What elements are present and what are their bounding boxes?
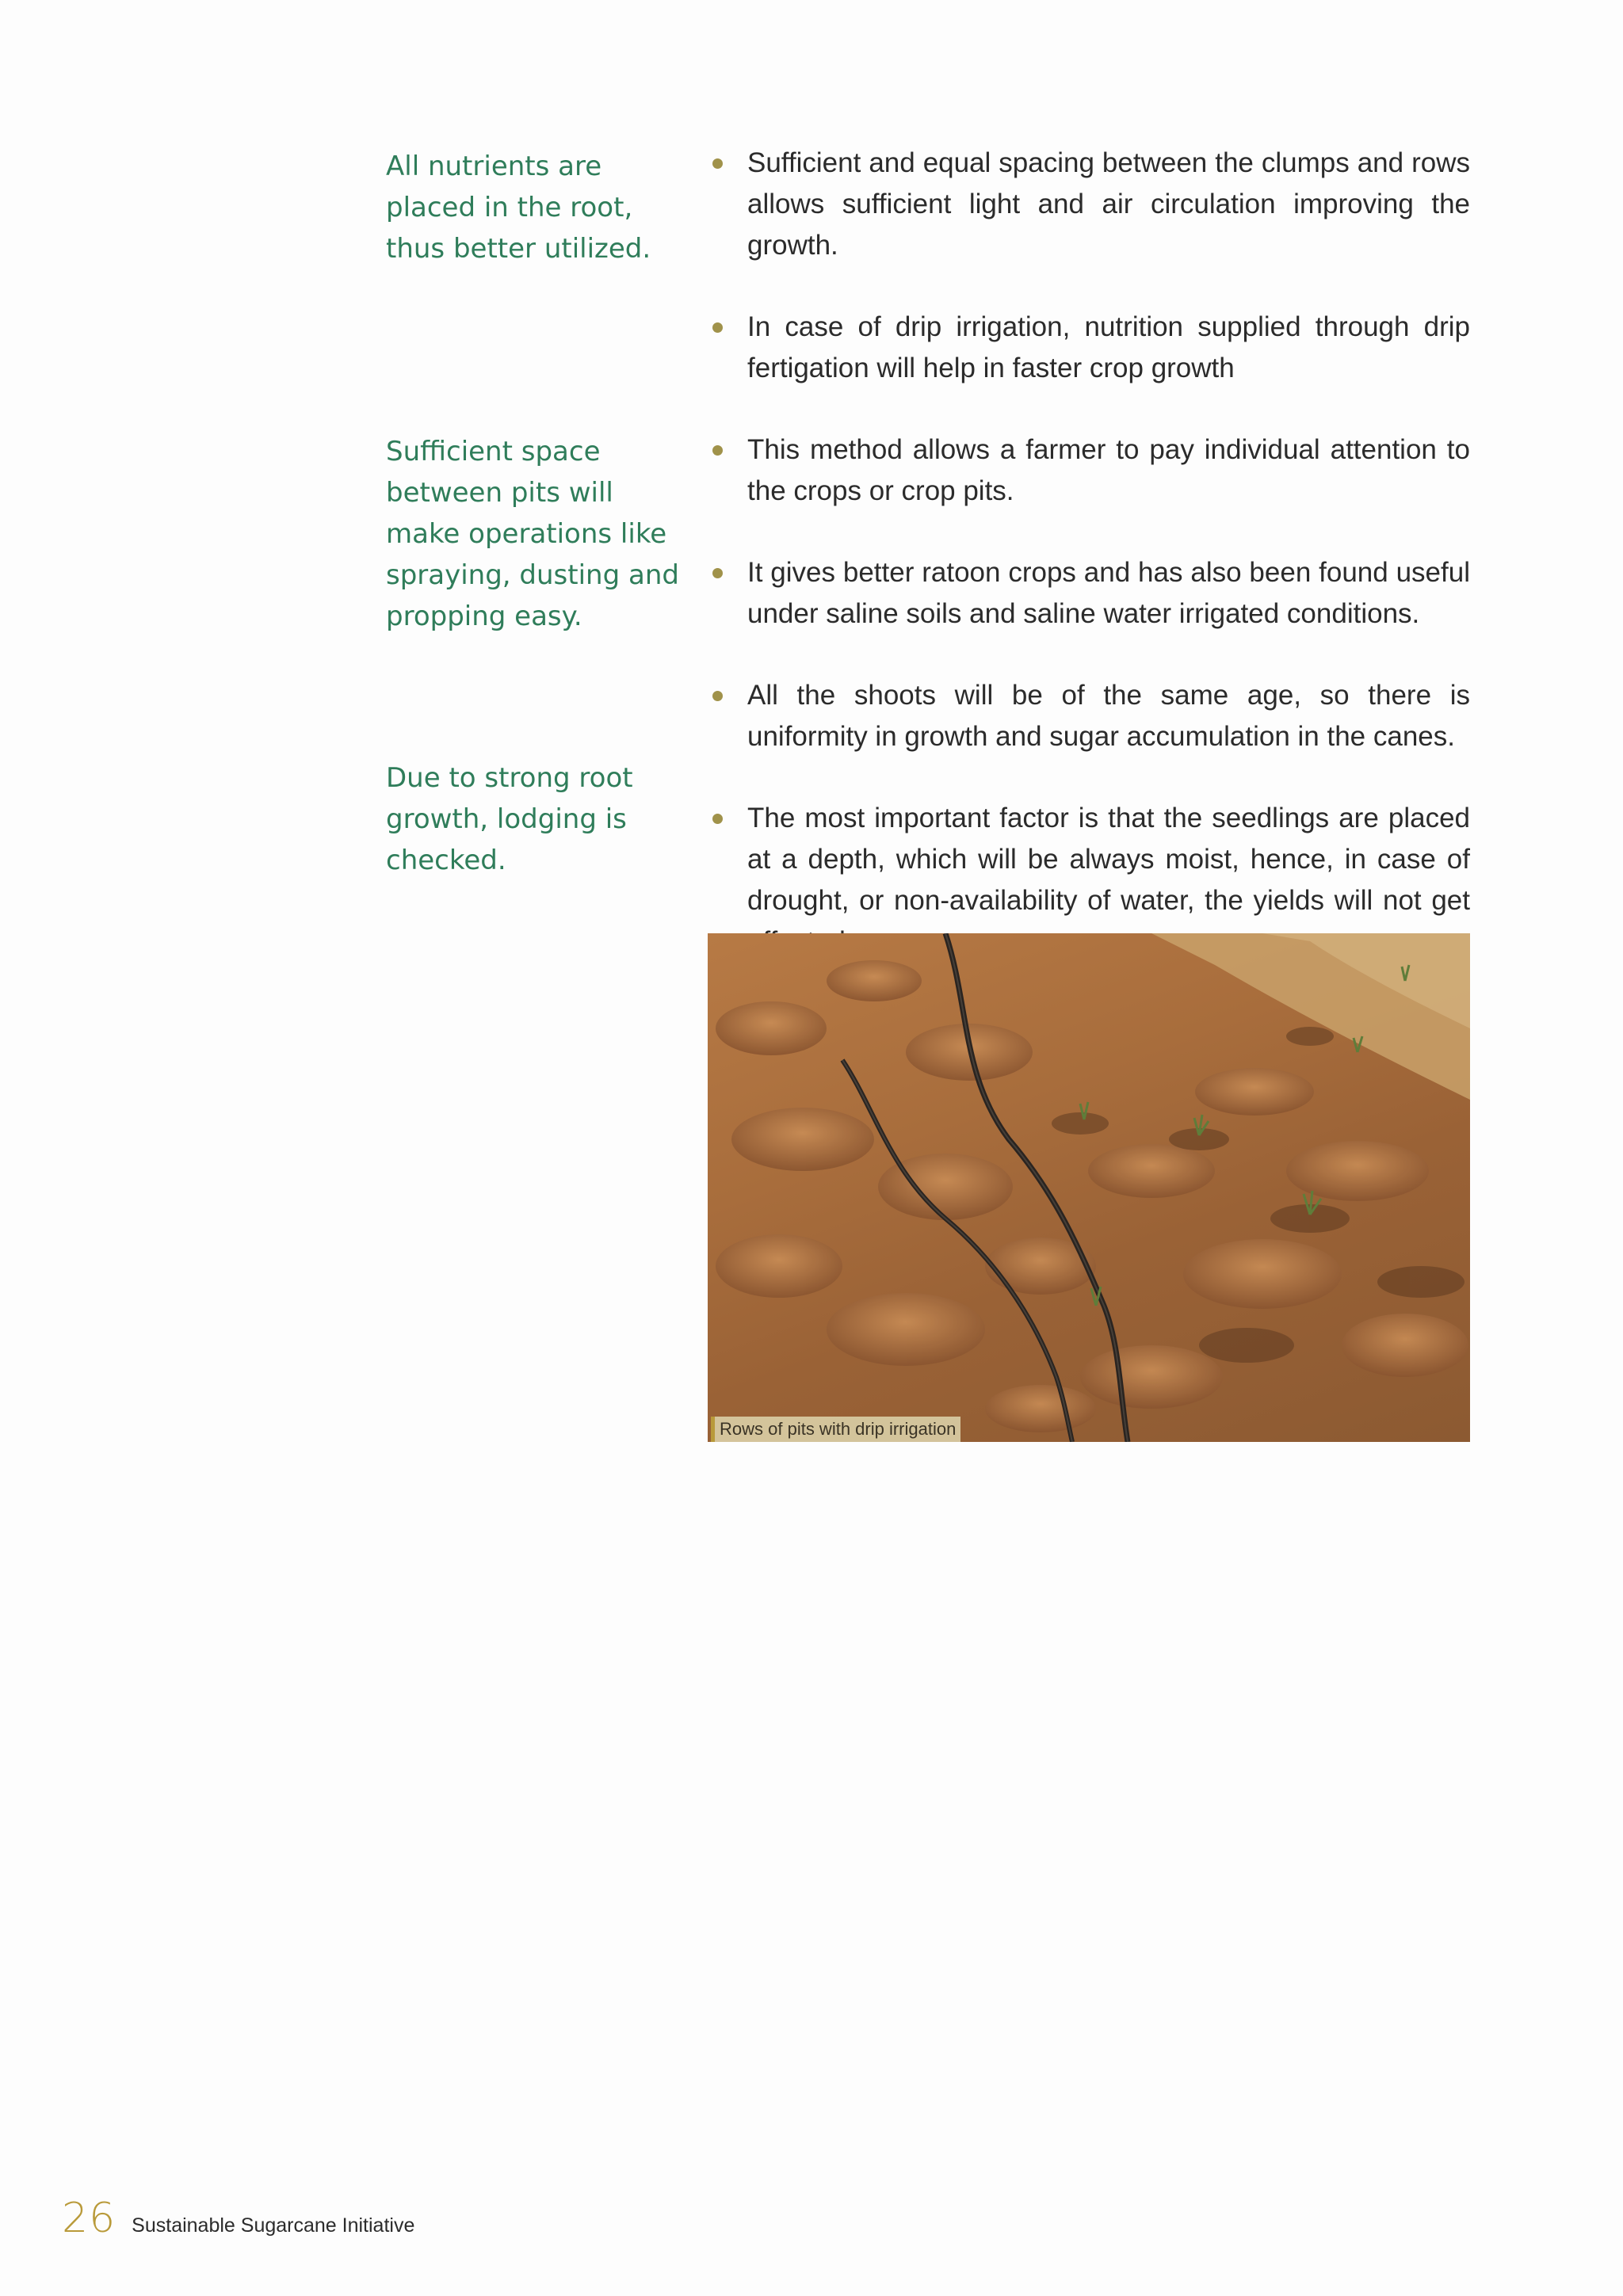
- side-note-nutrients: All nutrients are placed in the root, thus better utilized.: [386, 151, 651, 265]
- field-photo: [708, 933, 1470, 1442]
- publication-title: Sustainable Sugarcane Initiative: [132, 2214, 415, 2237]
- page-footer: [62, 2195, 414, 2242]
- list-item-text: The most important factor is that the seedlings are placed at a depth, which will be always moist, hence, in case of drought, or non-availability of water, the yields will not get: [747, 803, 1470, 916]
- bullet-dot-icon: [712, 322, 723, 333]
- list-item: [709, 675, 1470, 757]
- list-item-text: It gives better ratoon crops and has also been found useful under saline soils and saline water irrigated conditions.: [747, 557, 1470, 629]
- list-item-text: Sufficient and equal spacing between the clumps and rows allows sufficient light and air circulation improving the growth.: [747, 147, 1470, 261]
- bullet-dot-icon: [712, 445, 723, 456]
- bullet-dot-icon: [712, 691, 723, 701]
- side-note-lodging: Due to strong root growth, lodging is checked.: [386, 762, 633, 876]
- list-item-text: This method allows a farmer to pay individual attention to the crops or crop pits.: [747, 434, 1470, 506]
- benefits-list: [709, 143, 1470, 1003]
- list-item: [709, 429, 1470, 512]
- list-item-text: All the shoots will be of the same age, so there is uniformity in growth and sugar accumulation in the canes.: [747, 680, 1470, 752]
- list-item: [709, 307, 1470, 389]
- bullet-dot-icon: [712, 568, 723, 578]
- list-item: [709, 143, 1470, 266]
- list-item-text: In case of drip irrigation, nutrition supplied through drip fertigation will help in faster crop growth: [747, 311, 1470, 383]
- list-item: [709, 552, 1470, 635]
- field-photo-illustration: [708, 933, 1470, 1442]
- side-note-space: Sufficient space between pits will make operations like spraying, dusting and propping easy.: [386, 436, 679, 632]
- bullet-dot-icon: [712, 814, 723, 824]
- bullet-dot-icon: [712, 158, 723, 169]
- photo-caption: Rows of pits with drip irrigation: [711, 1417, 960, 1442]
- page-number: 26: [62, 2195, 116, 2242]
